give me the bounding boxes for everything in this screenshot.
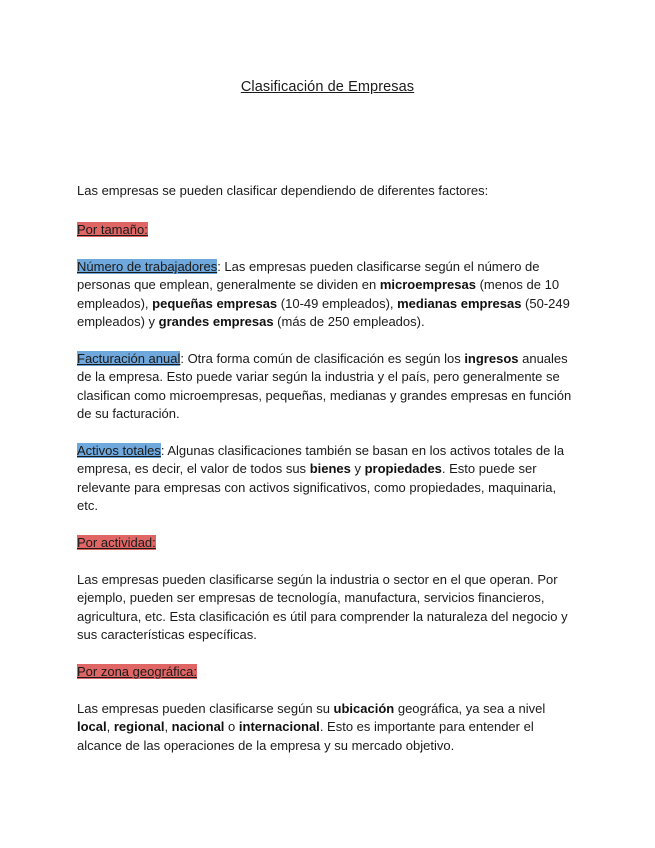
bold-term: bienes [309,461,351,477]
bold-term: nacional [171,719,225,735]
bold-term: pequeñas empresas [152,295,278,311]
heading-highlight: Por tamaño: [77,222,148,237]
text-run: . Esto es importante para entender el alcance de las operaciones de la empresa y su mercado objetivo. [77,719,534,753]
text-run: anuales de la empresa. Esto puede variar según la industria y el país, pero generalmente se clasifican como microempresas, pequeñas, medianas y grandes empresas en función de su facturación. [77,351,572,422]
document-title: Clasificación de Empresas [240,79,415,95]
text-run: , [164,719,172,735]
workers-paragraph [77,258,580,332]
text-run: (10-49 empleados), [277,295,398,311]
section-activity-heading [77,534,580,552]
assets-paragraph [77,442,580,516]
bold-term: local [77,719,107,735]
heading-highlight: Por zona geográfica: [77,664,197,679]
intro-paragraph: Las empresas se pueden clasificar dependiendo de diferentes factores: [77,183,489,198]
bold-term: ubicación [333,701,395,716]
text-run: . Esto puede ser relevante para empresas con activos significativos, como propiedades, maquinaria, etc. [77,461,557,514]
text-run: o [224,719,239,735]
bold-term: regional [113,719,165,735]
geo-paragraph [77,700,580,755]
bold-term: propiedades [364,461,442,477]
section-geo-heading [77,663,580,681]
activity-paragraph: Las empresas pueden clasificarse según la industria o sector en el que operan. Por ejemplo, pueden ser empresas de tecnología, manufactura, servicios financieros, agricultura, etc. Esta clasificación es útil para comprender la naturaleza del negocio y sus características específicas. [77,572,568,643]
text-run: (50-249 empleados) y [77,295,570,330]
workers-label: Número de trabajadores [77,259,218,274]
revenue-label: Facturación anual [77,351,181,366]
revenue-paragraph [77,350,580,424]
text-run: (más de 250 empleados). [273,314,425,330]
text-run: geográfica, ya sea a nivel [394,701,546,716]
bold-term: internacional [238,719,320,735]
bold-term: medianas empresas [397,295,522,311]
bold-term: ingresos [464,351,519,366]
section-size-heading [77,221,580,239]
text-run: : Algunas clasificaciones también se basan en los activos totales de la empresa, es decir, el valor de todos sus [77,443,565,477]
bold-term: grandes empresas [158,314,274,330]
text-run: : Las empresas pueden clasificarse según el número de personas que emplean, generalmente se dividen en [77,259,540,293]
text-run: Las empresas pueden clasificarse según su [77,701,334,716]
heading-highlight: Por actividad: [77,535,156,550]
text-run: (menos de 10 empleados), [77,277,560,311]
text-run: y [350,461,365,477]
assets-label: Activos totales [77,443,161,458]
text-run: : Otra forma común de clasificación es según los [180,351,465,366]
text-run: , [106,719,114,735]
bold-term: microempresas [379,277,476,293]
